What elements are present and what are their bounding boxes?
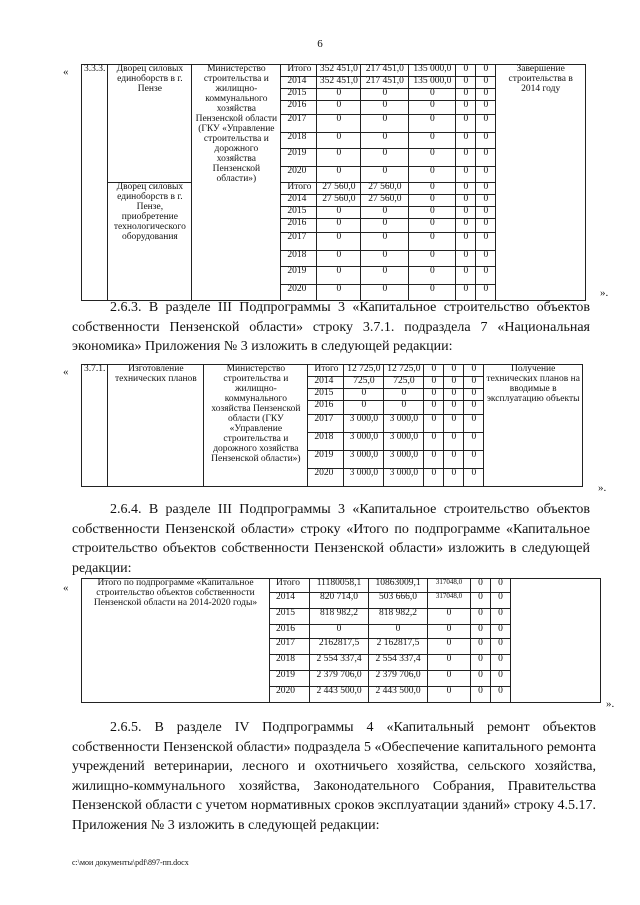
- value-cell: 0: [361, 89, 409, 101]
- value-cell: 0: [344, 389, 384, 401]
- quote-open-3: «: [63, 582, 69, 594]
- year-cell: 2016: [281, 219, 317, 233]
- value-cell: 27 560,0: [317, 183, 361, 195]
- value-cell: 2 379 706,0: [310, 671, 369, 687]
- value-cell: 0: [464, 389, 484, 401]
- value-cell: 0: [428, 671, 471, 687]
- year-cell: 2015: [281, 207, 317, 219]
- value-cell: 2 554 337,4: [310, 655, 369, 671]
- value-cell: 0: [317, 101, 361, 115]
- value-cell: 0: [444, 401, 464, 415]
- year-cell: 2016: [270, 625, 310, 639]
- value-cell: 0: [317, 133, 361, 149]
- year-cell: Итого: [270, 579, 310, 593]
- value-cell: 0: [476, 195, 496, 207]
- value-cell: 0: [464, 415, 484, 433]
- quote-close-1: ».: [600, 287, 609, 299]
- value-cell: 0: [409, 251, 456, 267]
- year-cell: 2019: [270, 671, 310, 687]
- year-cell: 2017: [270, 639, 310, 655]
- year-cell: 2020: [270, 687, 310, 703]
- year-cell: 2016: [281, 101, 317, 115]
- value-cell: 2162817,5: [310, 639, 369, 655]
- value-cell: 0: [409, 195, 456, 207]
- year-cell: 2019: [281, 149, 317, 167]
- value-cell: 0: [464, 377, 484, 389]
- row-number: 3.3.3.: [82, 65, 108, 301]
- value-cell: 0: [464, 451, 484, 469]
- year-cell: 2014: [281, 77, 317, 89]
- value-cell: 0: [456, 167, 476, 183]
- value-cell: 352 451,0: [317, 77, 361, 89]
- value-cell: 0: [464, 433, 484, 451]
- value-cell: 0: [409, 207, 456, 219]
- value-cell: 0: [361, 115, 409, 133]
- value-cell: 0: [409, 89, 456, 101]
- value-cell: 0: [361, 167, 409, 183]
- value-cell: 0: [424, 365, 444, 377]
- table-row: [82, 579, 601, 593]
- value-cell: 0: [476, 233, 496, 251]
- value-cell: 0: [317, 267, 361, 285]
- value-cell: 0: [476, 251, 496, 267]
- value-cell: 0: [471, 639, 491, 655]
- value-cell: 0: [476, 267, 496, 285]
- value-cell: 0: [444, 433, 464, 451]
- year-cell: 2018: [308, 433, 344, 451]
- value-cell: 0: [317, 149, 361, 167]
- value-cell: 0: [424, 469, 444, 487]
- year-cell: 2018: [281, 251, 317, 267]
- year-cell: Итого: [281, 65, 317, 77]
- value-cell: 0: [476, 133, 496, 149]
- value-cell: 0: [317, 115, 361, 133]
- value-cell: 0: [424, 451, 444, 469]
- value-cell: 820 714,0: [310, 593, 369, 609]
- value-cell: 0: [471, 609, 491, 625]
- value-cell: 0: [409, 101, 456, 115]
- value-cell: 2 162817,5: [369, 639, 428, 655]
- year-cell: 2020: [281, 167, 317, 183]
- value-cell: 0: [476, 207, 496, 219]
- value-cell: 0: [409, 167, 456, 183]
- year-cell: 2015: [308, 389, 344, 401]
- value-cell: 0: [456, 219, 476, 233]
- paragraph-2-6-3: [72, 298, 590, 357]
- value-cell: 0: [310, 625, 369, 639]
- value-cell: 0: [361, 149, 409, 167]
- year-cell: 2019: [308, 451, 344, 469]
- value-cell: 818 982,2: [369, 609, 428, 625]
- value-cell: 0: [428, 625, 471, 639]
- value-cell: 27 560,0: [361, 195, 409, 207]
- year-cell: Итого: [308, 365, 344, 377]
- value-cell: 0: [456, 65, 476, 77]
- executor: Министерство строительства и жилищно-коммунального хозяйства Пензенской области (ГКУ «Управление строительства и дорожного хозяйства Пензенской области»): [192, 65, 281, 301]
- value-cell: 0: [491, 671, 511, 687]
- value-cell: 0: [456, 233, 476, 251]
- value-cell: 2 379 706,0: [369, 671, 428, 687]
- value-cell: 0: [471, 593, 491, 609]
- value-cell: 0: [424, 433, 444, 451]
- value-cell: 0: [491, 625, 511, 639]
- year-cell: 2019: [281, 267, 317, 285]
- table-row-3-7-1: [81, 364, 583, 487]
- object-name: Изготовление технических планов: [108, 365, 204, 487]
- table-row-3-3-3: [81, 64, 586, 301]
- value-cell: 10863009,1: [369, 579, 428, 593]
- value-cell: 0: [444, 451, 464, 469]
- value-cell: 0: [476, 89, 496, 101]
- value-cell: 0: [491, 609, 511, 625]
- empty-cell: [511, 579, 601, 703]
- paragraph-text: 2.6.4. В разделе III Подпрограммы 3 «Капитальное строительство объектов собственности Пензенской области» строку «Итого по подпрограмме «Капитальное строительство объектов собственности Пензенской области» изложить в следующей редакции:: [72, 502, 590, 576]
- value-cell: 0: [361, 267, 409, 285]
- value-cell: 818 982,2: [310, 609, 369, 625]
- value-cell: 317048,0: [428, 579, 471, 593]
- file-path-footer: c:\мои документы\pdf\897-пп.docx: [72, 858, 189, 867]
- value-cell: 0: [409, 285, 456, 301]
- value-cell: 0: [456, 267, 476, 285]
- value-cell: 0: [409, 149, 456, 167]
- quote-close-2: ».: [598, 482, 607, 494]
- value-cell: 0: [464, 401, 484, 415]
- value-cell: 0: [361, 101, 409, 115]
- object-name: Дворец силовых единоборств в г. Пензе: [108, 65, 192, 183]
- value-cell: 12 725,0: [344, 365, 384, 377]
- value-cell: 217 451,0: [361, 77, 409, 89]
- value-cell: 0: [476, 167, 496, 183]
- quote-close-3: ».: [606, 698, 615, 710]
- value-cell: 0: [476, 219, 496, 233]
- value-cell: 0: [491, 655, 511, 671]
- subprogram-total-label: Итого по подпрограмме «Капитальное строительство объектов собственности Пензенской области на 2014-2020 годы»: [82, 579, 270, 703]
- value-cell: 0: [317, 207, 361, 219]
- value-cell: 0: [476, 65, 496, 77]
- paragraph-text: 2.6.5. В разделе IV Подпрограммы 4 «Капитальный ремонт объектов собственности Пензенской области» подраздела 5 «Обеспечение капитального ремонта учреждений ветеринарии, лесного и охотничьего хозяйства, сельского хозяйства, жилищно-коммунального хозяйства, Законодательного Собрания, Правительства Пензенской области с учетом нормативных сроков эксплуатации зданий» строку 4.5.17. Приложения № 3 изложить в следующей редакции:: [72, 720, 596, 833]
- value-cell: 0: [428, 639, 471, 655]
- value-cell: 0: [464, 365, 484, 377]
- value-cell: 0: [476, 115, 496, 133]
- value-cell: 0: [456, 251, 476, 267]
- value-cell: 0: [409, 219, 456, 233]
- value-cell: 0: [409, 233, 456, 251]
- value-cell: 0: [361, 133, 409, 149]
- page-number: 6: [317, 38, 323, 50]
- value-cell: 217 451,0: [361, 65, 409, 77]
- value-cell: 0: [456, 89, 476, 101]
- value-cell: 0: [491, 687, 511, 703]
- value-cell: 0: [317, 285, 361, 301]
- value-cell: 0: [471, 671, 491, 687]
- value-cell: 725,0: [344, 377, 384, 389]
- value-cell: 0: [476, 183, 496, 195]
- value-cell: 0: [456, 77, 476, 89]
- value-cell: 725,0: [384, 377, 424, 389]
- paragraph-2-6-4: [72, 500, 590, 578]
- year-cell: 2015: [281, 89, 317, 101]
- table-itogo-subprogram: [81, 578, 601, 703]
- paragraph-text: 2.6.3. В разделе III Подпрограммы 3 «Капитальное строительство объектов собственности Пензенской области» строку 3.7.1. подраздела 7 «Национальная экономика» Приложения № 3 изложить в следующей редакции:: [72, 300, 590, 354]
- value-cell: 3 000,0: [344, 415, 384, 433]
- year-cell: 2018: [281, 133, 317, 149]
- value-cell: 0: [491, 639, 511, 655]
- value-cell: 3 000,0: [384, 469, 424, 487]
- year-cell: 2014: [270, 593, 310, 609]
- value-cell: 0: [369, 625, 428, 639]
- value-cell: 0: [361, 251, 409, 267]
- value-cell: 3 000,0: [384, 433, 424, 451]
- value-cell: 0: [361, 285, 409, 301]
- value-cell: 0: [424, 389, 444, 401]
- value-cell: 11180058,1: [310, 579, 369, 593]
- value-cell: 0: [444, 365, 464, 377]
- value-cell: 0: [456, 195, 476, 207]
- year-cell: 2020: [308, 469, 344, 487]
- value-cell: 0: [424, 377, 444, 389]
- year-cell: 2016: [308, 401, 344, 415]
- value-cell: 0: [361, 233, 409, 251]
- value-cell: 0: [361, 219, 409, 233]
- value-cell: 0: [317, 167, 361, 183]
- value-cell: 0: [491, 579, 511, 593]
- value-cell: 0: [456, 115, 476, 133]
- value-cell: 3 000,0: [344, 451, 384, 469]
- value-cell: 0: [317, 219, 361, 233]
- value-cell: 0: [491, 593, 511, 609]
- value-cell: 3 000,0: [384, 451, 424, 469]
- year-cell: 2018: [270, 655, 310, 671]
- value-cell: 0: [384, 401, 424, 415]
- year-cell: 2015: [270, 609, 310, 625]
- expected-result: Завершение строительства в 2014 году: [496, 65, 586, 301]
- value-cell: 503 666,0: [369, 593, 428, 609]
- value-cell: 317048,0: [428, 593, 471, 609]
- year-cell: 2017: [281, 233, 317, 251]
- value-cell: 0: [456, 207, 476, 219]
- quote-open-2: «: [63, 366, 69, 378]
- value-cell: 0: [456, 183, 476, 195]
- value-cell: 0: [409, 115, 456, 133]
- value-cell: 0: [428, 687, 471, 703]
- executor: Министерство строительства и жилищно-коммунального хозяйства Пензенской области (ГКУ «Управление строительства и дорожного хозяйства Пензенской области»): [204, 365, 308, 487]
- value-cell: 0: [444, 377, 464, 389]
- value-cell: 0: [471, 687, 491, 703]
- value-cell: 2 443 500,0: [310, 687, 369, 703]
- value-cell: 12 725,0: [384, 365, 424, 377]
- value-cell: 0: [428, 655, 471, 671]
- value-cell: 0: [471, 579, 491, 593]
- year-cell: Итого: [281, 183, 317, 195]
- paragraph-2-6-5: [72, 718, 596, 835]
- year-cell: 2017: [281, 115, 317, 133]
- value-cell: 0: [444, 415, 464, 433]
- value-cell: 0: [424, 415, 444, 433]
- value-cell: 0: [471, 625, 491, 639]
- value-cell: 135 000,0: [409, 77, 456, 89]
- value-cell: 0: [317, 233, 361, 251]
- value-cell: 0: [476, 149, 496, 167]
- value-cell: 27 560,0: [317, 195, 361, 207]
- value-cell: 0: [344, 401, 384, 415]
- value-cell: 2 443 500,0: [369, 687, 428, 703]
- value-cell: 0: [424, 401, 444, 415]
- year-cell: 2017: [308, 415, 344, 433]
- value-cell: 0: [456, 101, 476, 115]
- value-cell: 0: [476, 285, 496, 301]
- value-cell: 0: [444, 469, 464, 487]
- value-cell: 0: [409, 133, 456, 149]
- value-cell: 0: [409, 267, 456, 285]
- value-cell: 3 000,0: [344, 469, 384, 487]
- value-cell: 0: [444, 389, 464, 401]
- value-cell: 352 451,0: [317, 65, 361, 77]
- value-cell: 0: [456, 149, 476, 167]
- table-row: [82, 65, 586, 77]
- value-cell: 0: [464, 469, 484, 487]
- value-cell: 2 554 337,4: [369, 655, 428, 671]
- value-cell: 0: [456, 133, 476, 149]
- row-number: 3.7.1.: [82, 365, 108, 487]
- value-cell: 0: [361, 207, 409, 219]
- year-cell: 2020: [281, 285, 317, 301]
- value-cell: 0: [476, 77, 496, 89]
- value-cell: 0: [317, 89, 361, 101]
- value-cell: 27 560,0: [361, 183, 409, 195]
- value-cell: 0: [456, 285, 476, 301]
- value-cell: 3 000,0: [384, 415, 424, 433]
- value-cell: 0: [476, 101, 496, 115]
- value-cell: 0: [471, 655, 491, 671]
- object-name: Дворец силовых единоборств в г. Пензе, приобретение технологического оборудования: [108, 183, 192, 301]
- value-cell: 3 000,0: [344, 433, 384, 451]
- value-cell: 135 000,0: [409, 65, 456, 77]
- quote-open-1: «: [63, 66, 69, 78]
- year-cell: 2014: [281, 195, 317, 207]
- value-cell: 0: [409, 183, 456, 195]
- expected-result: Получение технических планов на вводимые в эксплуатацию объекты: [484, 365, 583, 487]
- year-cell: 2014: [308, 377, 344, 389]
- table-row: [82, 365, 583, 377]
- value-cell: 0: [317, 251, 361, 267]
- value-cell: 0: [384, 389, 424, 401]
- value-cell: 0: [428, 609, 471, 625]
